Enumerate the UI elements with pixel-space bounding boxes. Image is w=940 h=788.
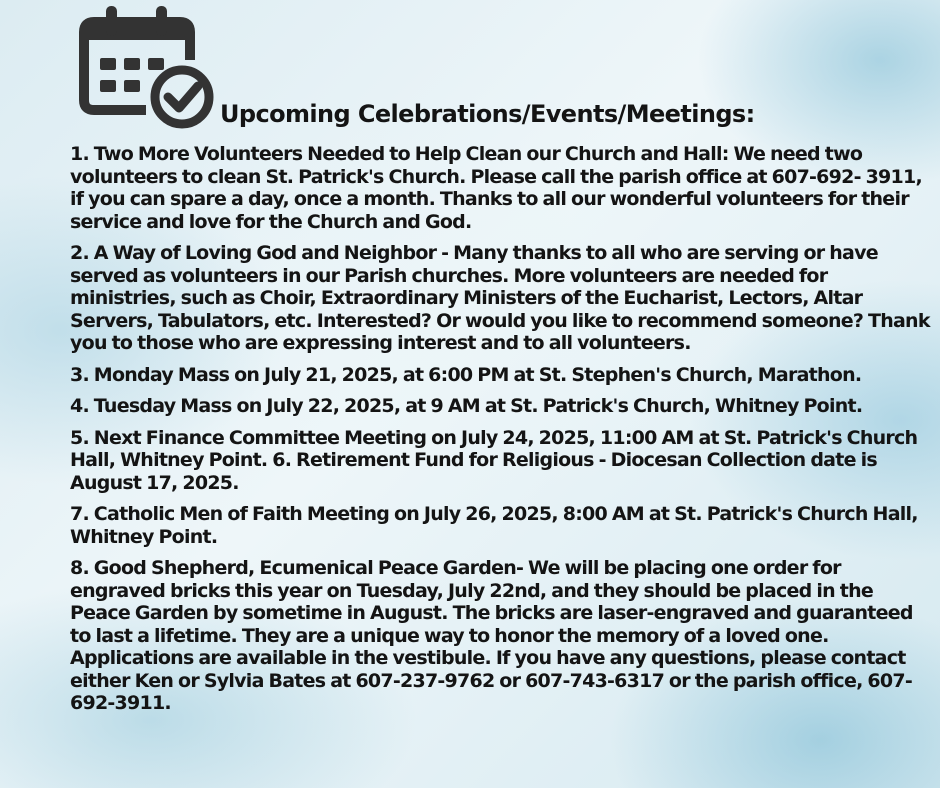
list-item: 7. Catholic Men of Faith Meeting on July 26, 2025, 8:00 AM at St. Patrick's Church Hall, Whitney Point.: [70, 503, 918, 548]
page-title: Upcoming Celebrations/Events/Meetings:: [220, 100, 755, 128]
calendar-check-icon: [76, 2, 218, 130]
list-item: 5. Next Finance Committee Meeting on July 24, 2025, 11:00 AM at St. Patrick's Church Hall, Whitney Point. 6. Retirement Fund for Religious - Diocesan Collection date is August 17, 2025.: [70, 426, 918, 494]
list-item: 4. Tuesday Mass on July 22, 2025, at 9 AM at St. Patrick's Church, Whitney Point.: [70, 395, 863, 417]
list-item: 3. Monday Mass on July 21, 2025, at 6:00 PM at St. Stephen's Church, Marathon.: [70, 363, 862, 386]
list-item: 1. Two More Volunteers Needed to Help Clean our Church and Hall: We need two volunteers to clean St. Patrick's Church. Please call the parish office at 607-692- 3911, if you can spare a day, once a month. Thanks to all our wonderful volunteers for their service and love for the Church and God.: [70, 143, 922, 233]
events-list: [70, 143, 930, 724]
list-item: 2. A Way of Loving God and Neighbor - Many thanks to all who are serving or have served as volunteers in our Parish churches. More volunteers are needed for ministries, such as Choir, Extraordinary Ministers of the Eucharist, Lectors, Altar Servers, Tabulators, etc. Interested? Or would you like to recommend someone? Thank you to those who are expressing interest and to all volunteers.: [70, 242, 930, 354]
list-item: 8. Good Shepherd, Ecumenical Peace Garden- We will be placing one order for engraved bricks this year on Tuesday, July 22nd, and they should be placed in the Peace Garden by sometime in August. The bricks are laser-engraved and guaranteed to last a lifetime. They are a unique way to honor the memory of a loved one. Applications are available in the vestibule. If you have any questions, please contact either Ken or Sylvia Bates at 607-237-9762 or 607-743-6317 or the parish office, 607-692-3911.: [70, 557, 913, 714]
